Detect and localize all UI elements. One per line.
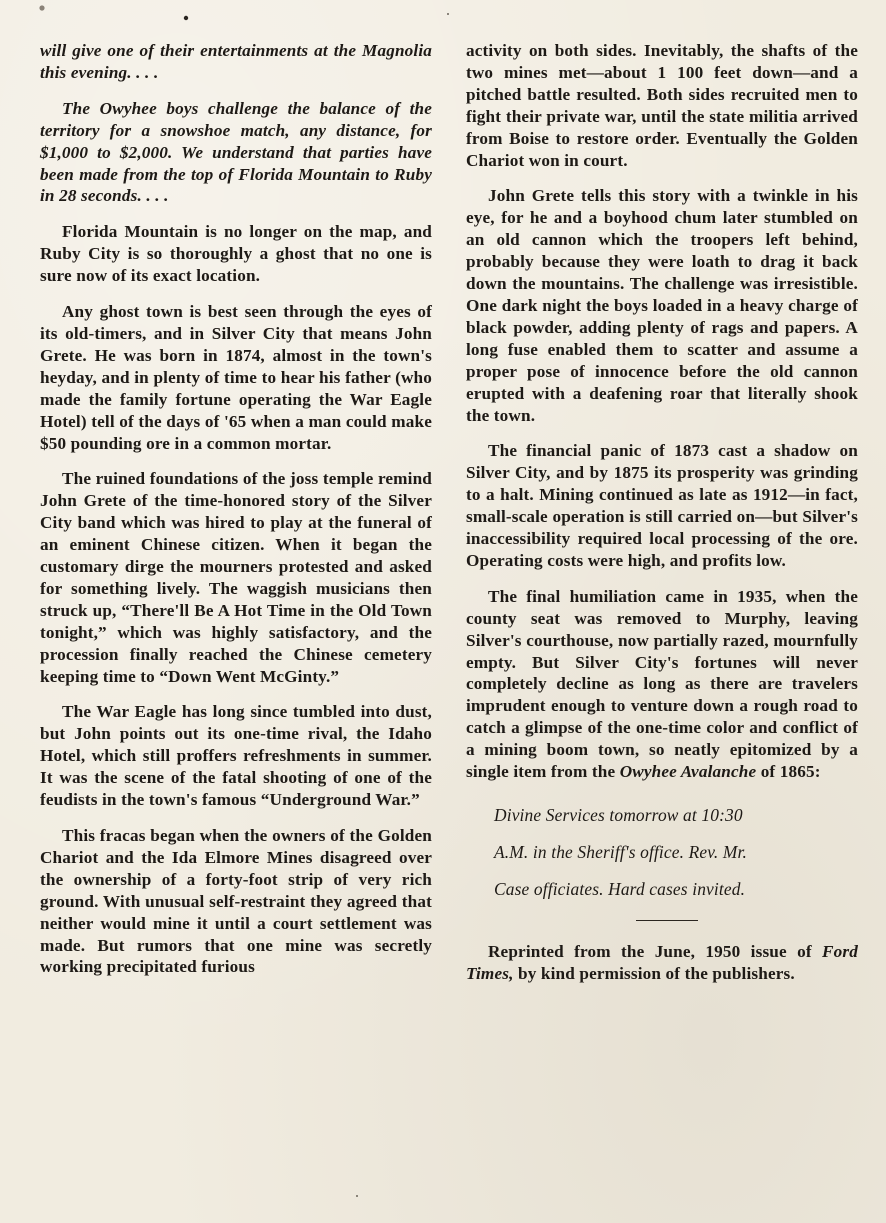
reprint-credit	[466, 941, 858, 985]
paragraph: Any ghost town is best seen through the eyes of its old-timers, and in Silver City that means John Grete. He was born in 1874, almost in the town's heyday, and in plenty of time to hear his father (who made the family fortune operating the War Eagle Hotel) tell of the days of '65 when a man could make $50 pounding ore in a common mortar.	[40, 302, 432, 453]
newspaper-title: Owyhee Avalanche	[619, 762, 757, 782]
paragraph: activity on both sides. Inevitably, the shafts of the two mines met—about 1 100 feet down—and a pitched battle resulted. Both sides recruited men to fight their private war, until the state militia arrived from Boise to restore order. Eventually the Golden Chariot won in court.	[466, 41, 858, 170]
ink-speck	[39, 5, 44, 10]
paragraph: The War Eagle has long since tumbled into dust, but John points out its one-time rival, the Idaho Hotel, which still proffers refreshments in summer. It was the scene of the fatal shooting of one of the feudists in the town's famous “Underground War.”	[40, 702, 432, 810]
newspaper-quote	[494, 797, 858, 908]
right-column	[466, 40, 858, 999]
paragraph: This fracas began when the owners of the Golden Chariot and the Ida Elmore Mines disagreed over the ownership of a forty-foot strip of very rich ground. With unusual self-restraint they agreed that neither would mine it until a court settlement was made. But rumors that one mine was secretly working precipitated furious	[40, 826, 432, 977]
paragraph: Florida Mountain is no longer on the map, and Ruby City is so thoroughly a ghost that no one is sure now of its exact location.	[40, 222, 432, 286]
credit-text-end: by kind permission of the publishers.	[517, 963, 795, 983]
quote-line: A.M. in the Sheriff's office. Rev. Mr.	[494, 842, 747, 862]
paragraph: The ruined foundations of the joss temple remind John Grete of the time-honored story of the Silver City band which was hired to play at the funeral of an eminent Chinese citizen. When it began the customary dirge the mourners protested and asked for something lively. The waggish musicians then struck up, “There'll Be A Hot Time in the Old Town tonight,” which was highly satisfactory, and the procession finally reached the Chinese cemetery keeping time to “Down Went McGinty.”	[40, 469, 432, 686]
paragraph: John Grete tells this story with a twinkle in his eye, for he and a boyhood chum later stumbled on an old cannon which the troopers left behind, probably because they were loath to drag it back down the mountains. The challenge was irresistible. One dark night the boys loaded in a heavy charge of black powder, adding plenty of rags and papers. A long fuse enabled them to scatter and assume a proper pose of innocence before the old cannon erupted with a deafening roar that literally shook the town.	[466, 186, 858, 425]
quote-line: Divine Services tomorrow at 10:30	[494, 805, 743, 825]
paragraph: The financial panic of 1873 cast a shadow on Silver City, and by 1875 its prosperity was grinding to a halt. Mining continued as late as 1912—in fact, small-scale operation is still carried on—but Silver's inaccessibility required local processing of the ore. Operating costs were high, and profits low.	[466, 441, 858, 570]
section-divider	[636, 920, 698, 921]
paragraph	[466, 586, 858, 783]
ink-speck	[356, 1195, 358, 1197]
paragraph-text-end: of 1865:	[760, 762, 821, 782]
paragraph: The Owyhee boys challenge the balance of the territory for a snowshoe match, any distance, for $1,000 to $2,000. We understand that parties have been made from the top of Florida Mountain to Ruby in 28 seconds. . . .	[40, 98, 432, 206]
ink-speck	[184, 16, 188, 20]
left-column	[40, 40, 432, 992]
publication-title: Ford Times,	[466, 942, 858, 983]
ink-speck	[447, 13, 449, 15]
paragraph-text: The final humiliation came in 1935, when the county seat was removed to Murphy, leaving Silver's courthouse, now partially razed, mournfully empty. But Silver City's fortunes will never completely decline as long as there are travelers imprudent enough to venture down a rough road to catch a glimpse of the one-time color and conflict of a mining boom town, so neatly epitomized by a single item from the	[466, 586, 858, 782]
paragraph: will give one of their entertainments at the Magnolia this evening. . . .	[40, 41, 432, 82]
quote-line: Case officiates. Hard cases invited.	[494, 879, 746, 899]
credit-text: Reprinted from the June, 1950 issue of	[488, 942, 812, 961]
